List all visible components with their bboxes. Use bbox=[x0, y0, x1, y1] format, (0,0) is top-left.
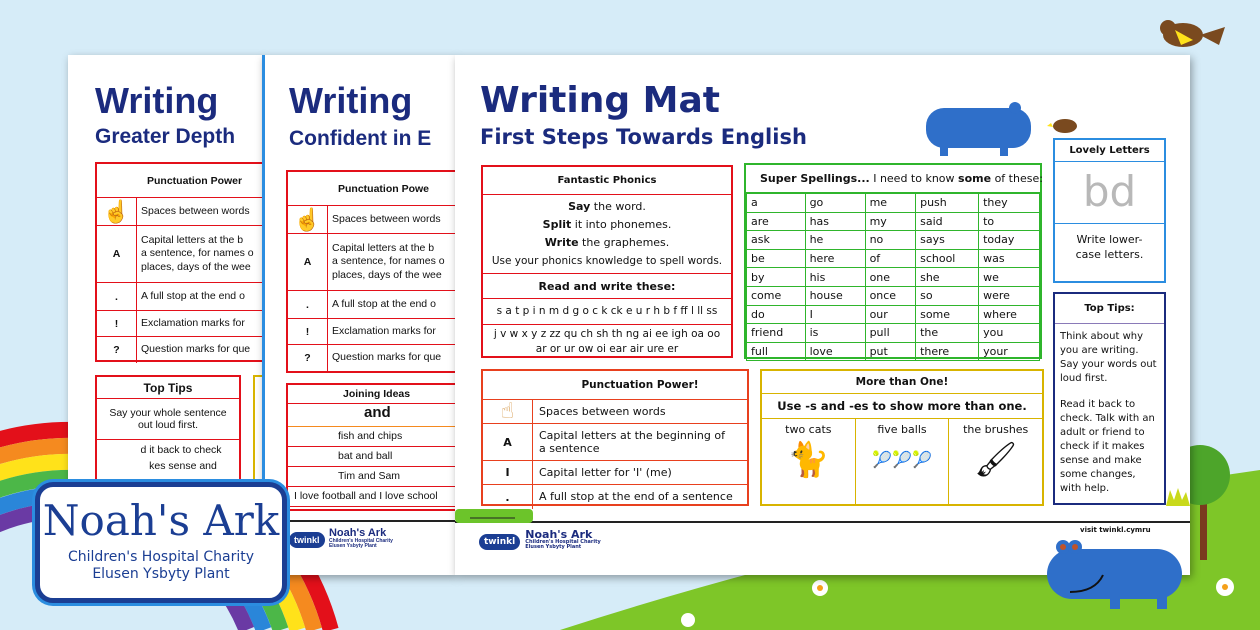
table-header: Punctuation Power! bbox=[483, 371, 747, 400]
sheet-title: Writing Mat bbox=[480, 80, 720, 121]
punctuation-symbol: A bbox=[97, 226, 137, 282]
fantastic-phonics-box bbox=[481, 165, 733, 358]
spelling-word: house bbox=[805, 286, 865, 305]
plural-example bbox=[856, 419, 950, 504]
spelling-word: some bbox=[916, 305, 979, 324]
spelling-word: once bbox=[865, 286, 916, 305]
super-spellings-box bbox=[744, 163, 1042, 359]
spelling-word: there bbox=[916, 342, 979, 361]
top-tips-box bbox=[1053, 292, 1166, 505]
spelling-row bbox=[747, 342, 1040, 361]
spelling-word: are bbox=[747, 212, 806, 231]
plural-example bbox=[762, 419, 856, 504]
spelling-word: one bbox=[865, 268, 916, 287]
phonics-steps bbox=[483, 195, 731, 274]
spelling-word: come bbox=[747, 286, 806, 305]
joining-word: and bbox=[288, 404, 455, 427]
noahs-ark-logo bbox=[35, 482, 287, 603]
noahs-ark-small-logo: Noah's Ark Children's Hospital Charity Elusen Ysbyty Plant bbox=[328, 527, 393, 549]
phonics-header: Fantastic Phonics bbox=[483, 167, 731, 195]
joining-example: I love football and I love school bbox=[288, 487, 455, 507]
spelling-word: put bbox=[865, 342, 916, 361]
spelling-row bbox=[747, 212, 1040, 231]
punctuation-rule: A full stop at the end o bbox=[141, 289, 245, 302]
noahs-ark-small-logo: Noah's Ark Children's Hospital Charity Elusen Ysbyty Plant bbox=[525, 528, 601, 550]
punctuation-table bbox=[286, 170, 455, 373]
spelling-word: said bbox=[916, 212, 979, 231]
joining-example: bat and ball bbox=[288, 447, 455, 467]
table-row bbox=[288, 206, 455, 234]
spelling-row bbox=[747, 194, 1040, 213]
punctuation-symbol: ! bbox=[97, 311, 137, 336]
spelling-word: push bbox=[916, 194, 979, 213]
punctuation-rule: A full stop at the end o bbox=[332, 297, 436, 310]
tip-text: kes sense and bbox=[149, 460, 217, 472]
punctuation-symbol: ? bbox=[97, 337, 137, 363]
spelling-row bbox=[747, 249, 1040, 268]
spelling-word: ask bbox=[747, 231, 806, 250]
spelling-word: be bbox=[747, 249, 806, 268]
cat-icon: 🐈 bbox=[787, 440, 830, 480]
punctuation-rule: Question marks for que bbox=[141, 343, 251, 356]
punctuation-symbol: A bbox=[483, 424, 533, 460]
phonics-step: Say the word. bbox=[568, 200, 646, 213]
side-box bbox=[253, 375, 262, 495]
lovely-letters-box bbox=[1053, 138, 1166, 283]
spelling-word: do bbox=[747, 305, 806, 324]
table-row bbox=[483, 461, 747, 485]
spelling-word: were bbox=[979, 286, 1040, 305]
table-row bbox=[483, 400, 747, 424]
hippo-icon bbox=[920, 100, 1040, 160]
plural-example bbox=[949, 419, 1042, 504]
twinkl-logo: twinkl bbox=[479, 534, 520, 550]
joining-example: Tim and Sam bbox=[288, 467, 455, 487]
punctuation-symbol: . bbox=[288, 291, 328, 318]
spelling-word: here bbox=[805, 249, 865, 268]
letter-sample: bd bbox=[1055, 162, 1164, 224]
table-header: Punctuation Power bbox=[97, 164, 262, 198]
punctuation-symbol: ! bbox=[288, 319, 328, 344]
punctuation-symbol: ? bbox=[288, 345, 328, 371]
spelling-word: he bbox=[805, 231, 865, 250]
logo-line-2: Elusen Ysbyty Plant bbox=[92, 566, 230, 582]
pointing-hand-icon: ☝ bbox=[483, 400, 533, 423]
spelling-word: my bbox=[865, 212, 916, 231]
phonics-tip: Use your phonics knowledge to spell words. bbox=[491, 255, 723, 267]
joining-example: fish and chips bbox=[288, 427, 455, 447]
spelling-word: a bbox=[747, 194, 806, 213]
punctuation-rule: A full stop at the end of a sentence bbox=[539, 490, 733, 504]
table-header: Punctuation Powe bbox=[288, 172, 455, 206]
spelling-row bbox=[747, 231, 1040, 250]
spelling-word: friend bbox=[747, 324, 806, 343]
pointing-hand-icon: ☝ bbox=[288, 206, 328, 233]
spelling-word: to bbox=[979, 212, 1040, 231]
punctuation-rule: Spaces between words bbox=[539, 404, 666, 418]
spelling-word: of bbox=[865, 249, 916, 268]
punctuation-table bbox=[95, 162, 262, 362]
spelling-word: pull bbox=[865, 324, 916, 343]
top-tips-box bbox=[95, 375, 241, 495]
punctuation-symbol: . bbox=[483, 485, 533, 509]
phonics-step: Split it into phonemes. bbox=[542, 218, 672, 231]
pointing-hand-icon: ☝ bbox=[97, 198, 137, 225]
spelling-word: your bbox=[979, 342, 1040, 361]
spelling-row bbox=[747, 324, 1040, 343]
spelling-word: love bbox=[805, 342, 865, 361]
punctuation-rule: Capital letters at the beginning of a sentence bbox=[539, 428, 725, 455]
writing-mat-confident bbox=[262, 55, 455, 575]
visit-link[interactable]: visit twinkl.cymru bbox=[1080, 526, 1151, 534]
tip-text: Think about why you are writing. Say your words out loud first. bbox=[1060, 331, 1157, 384]
punctuation-rule: Capital letters at the b a sentence, for names o places, days of the wee bbox=[141, 233, 254, 273]
bird-icon bbox=[1047, 115, 1083, 137]
punctuation-symbol: A bbox=[288, 234, 328, 290]
writing-mat-first-steps bbox=[455, 55, 1190, 575]
spelling-word: today bbox=[979, 231, 1040, 250]
plural-label: five balls bbox=[877, 423, 927, 436]
plurals-header: More than One! bbox=[762, 371, 1042, 394]
tip-text: Say your whole sentence out loud first. bbox=[97, 399, 239, 440]
table-row bbox=[288, 234, 455, 291]
grass-tuft-icon bbox=[1166, 488, 1190, 506]
plural-label: the brushes bbox=[963, 423, 1029, 436]
table-row bbox=[288, 319, 455, 345]
table-row bbox=[288, 291, 455, 319]
letters-text: Write lower-case letters. bbox=[1075, 233, 1144, 261]
spellings-table bbox=[746, 193, 1040, 361]
spelling-word: is bbox=[805, 324, 865, 343]
joining-ideas-box bbox=[286, 383, 455, 511]
spelling-row bbox=[747, 268, 1040, 287]
punctuation-symbol: I bbox=[483, 461, 533, 484]
spelling-word: his bbox=[805, 268, 865, 287]
spelling-word: has bbox=[805, 212, 865, 231]
more-than-one-box bbox=[760, 369, 1044, 506]
spelling-word: you bbox=[979, 324, 1040, 343]
sheet-subtitle: Confident in E bbox=[289, 127, 432, 150]
top-tips-header: Top Tips: bbox=[1055, 294, 1164, 324]
logo-line-1: Children's Hospital Charity bbox=[67, 549, 255, 565]
spelling-word: she bbox=[916, 268, 979, 287]
spelling-word: by bbox=[747, 268, 806, 287]
punctuation-rule: Spaces between words bbox=[332, 212, 441, 225]
crocodile-icon bbox=[455, 506, 535, 526]
footer bbox=[265, 520, 455, 555]
table-row bbox=[97, 283, 262, 311]
spelling-word: go bbox=[805, 194, 865, 213]
punctuation-symbol: . bbox=[97, 283, 137, 310]
tip-text: Read it back to check. Talk with an adult or friend to check if it makes sense and make some changes, with help. bbox=[1060, 399, 1155, 494]
plural-label: two cats bbox=[785, 423, 832, 436]
phonics-step: Write the graphemes. bbox=[544, 236, 670, 249]
spelling-word: full bbox=[747, 342, 806, 361]
tennis-balls-icon: 🎾🎾🎾 bbox=[872, 450, 932, 469]
punctuation-rule: Question marks for que bbox=[332, 351, 442, 364]
spelling-word: so bbox=[916, 286, 979, 305]
spelling-word: where bbox=[979, 305, 1040, 324]
spelling-row bbox=[747, 305, 1040, 324]
spelling-word: I bbox=[805, 305, 865, 324]
spelling-word: we bbox=[979, 268, 1040, 287]
read-write-header: Read and write these: bbox=[483, 274, 731, 299]
sheet-subtitle: First Steps Towards English bbox=[480, 125, 807, 149]
spelling-word: no bbox=[865, 231, 916, 250]
punctuation-rule: Capital letters at the b a sentence, for names o places, days of the wee bbox=[332, 241, 445, 281]
spelling-word: says bbox=[916, 231, 979, 250]
paintbrush-icon: 🖌 bbox=[974, 440, 1018, 480]
spelling-word: our bbox=[865, 305, 916, 324]
sheet-title: Writing bbox=[289, 80, 413, 121]
table-row bbox=[97, 226, 262, 283]
letters-header: Lovely Letters bbox=[1055, 140, 1164, 162]
spelling-word: they bbox=[979, 194, 1040, 213]
plurals-rule: Use -s and -es to show more than one. bbox=[762, 394, 1042, 419]
phonics-set-1: s a t p i n m d g o c k ck e u r h b f ff l ll ss bbox=[483, 299, 731, 325]
phonics-set-2: j v w x y z zz qu ch sh th ng ai ee igh oa oo ar or ur ow oi ear air ure er bbox=[493, 328, 721, 355]
spelling-word: school bbox=[916, 249, 979, 268]
punctuation-table bbox=[481, 369, 749, 506]
table-row bbox=[97, 337, 262, 363]
spellings-header: Super Spellings... I need to know some of these: bbox=[746, 165, 1040, 193]
spelling-word: was bbox=[979, 249, 1040, 268]
spelling-word: the bbox=[916, 324, 979, 343]
twinkl-logo: twinkl bbox=[289, 532, 325, 548]
hippo-icon bbox=[1045, 537, 1190, 617]
bird-icon bbox=[1160, 20, 1225, 47]
sheet-subtitle: Greater Depth bbox=[95, 125, 236, 148]
table-row bbox=[288, 345, 455, 371]
logo-name: Noah's Ark bbox=[42, 496, 280, 545]
top-tips-header: Top Tips bbox=[97, 377, 239, 399]
table-row bbox=[97, 198, 262, 226]
spelling-row bbox=[747, 286, 1040, 305]
punctuation-rule: Spaces between words bbox=[141, 204, 250, 217]
table-row bbox=[483, 424, 747, 461]
spelling-word: me bbox=[865, 194, 916, 213]
sheet-title: Writing bbox=[95, 80, 219, 121]
table-row bbox=[97, 311, 262, 337]
punctuation-rule: Capital letter for 'I' (me) bbox=[539, 465, 672, 479]
joining-header: Joining Ideas bbox=[288, 385, 455, 404]
punctuation-rule: Exclamation marks for bbox=[332, 324, 436, 337]
punctuation-rule: Exclamation marks for bbox=[141, 316, 245, 329]
tip-text: d it back to check bbox=[140, 444, 222, 456]
